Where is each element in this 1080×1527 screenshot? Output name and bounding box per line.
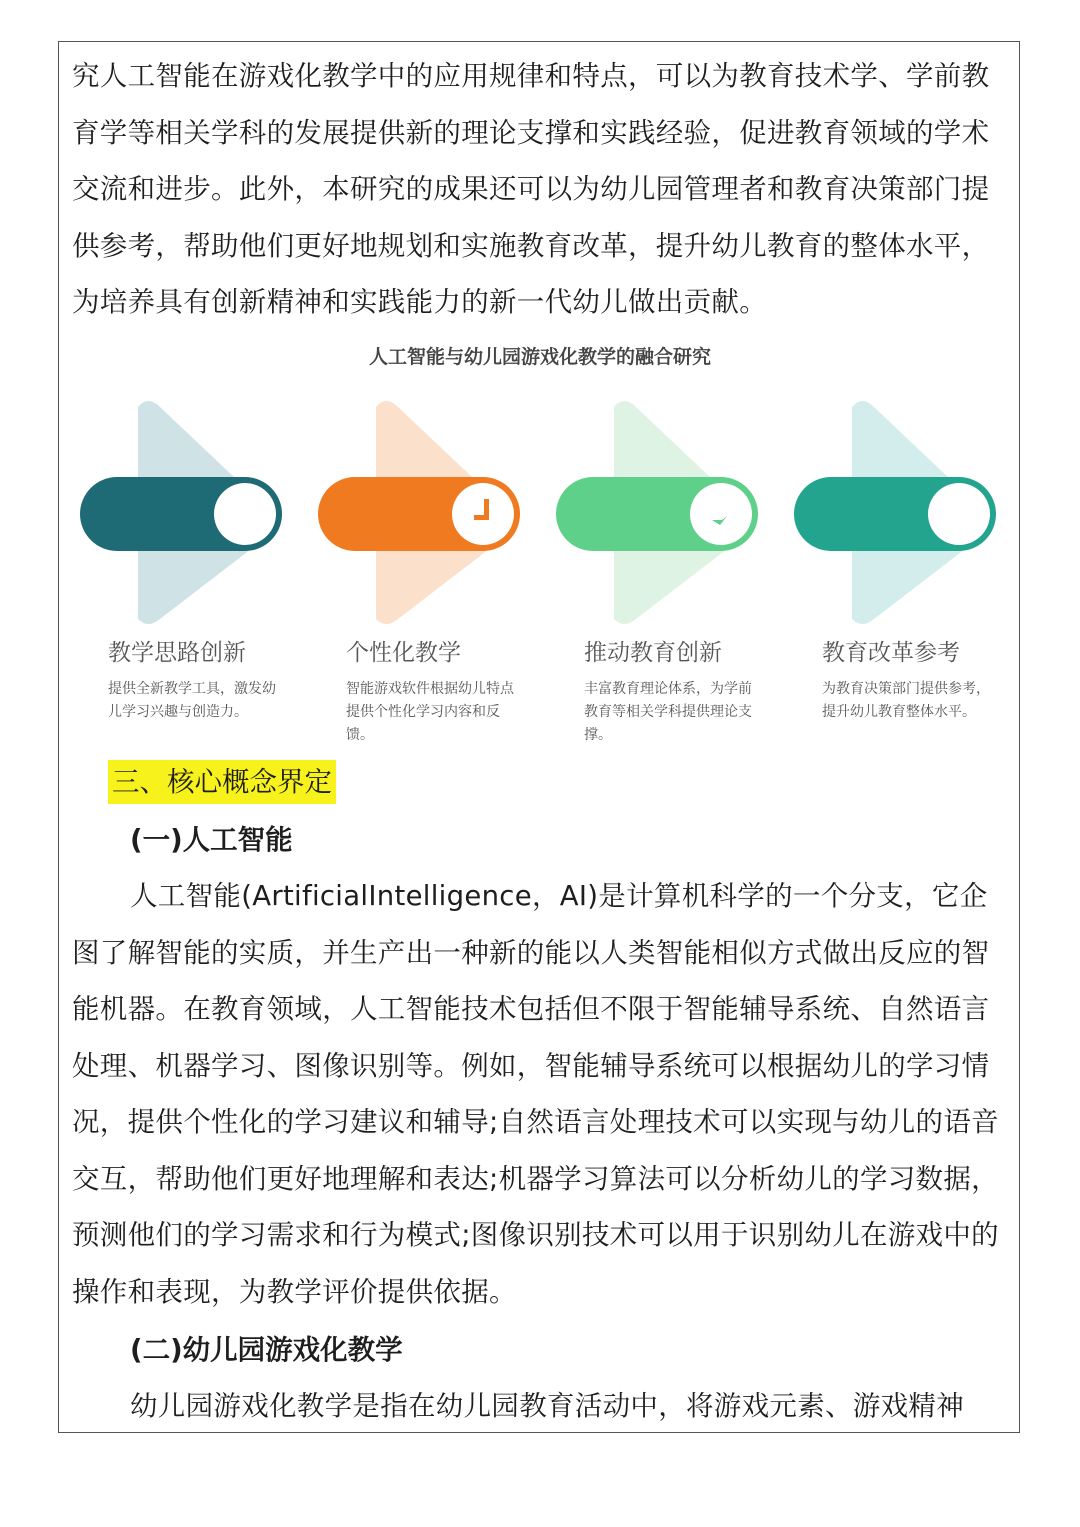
card-2-graphic <box>318 401 520 624</box>
card-4-graphic <box>794 401 996 624</box>
card-1-desc: 提供全新教学工具，激发幼儿学习兴趣与创造力。 <box>108 681 276 720</box>
card-3-desc: 丰富教育理论体系，为学前教育等相关学科提供理论支撑。 <box>584 681 752 743</box>
ai-paragraph: 人工智能(ArtificialIntelligence，AI)是计算机科学的一个分支，它企图了解智能的实质，并生产出一种新的能以人类智能相似方式做出反应的智能机器。在教育领域，人工智能技术包括但不限于智能辅导系统、自然语言处理、机器学习、图像识别等。例如，智能辅导系统可以根据幼儿的学习情况，提供个性化的学习建议和辅导;自然语言处理技术可以实现与幼儿的语音交互，帮助他们更好地理解和表达;机器学习算法可以分析幼儿的学习数据，预测他们的学习需求和行为模式;图像识别技术可以用于识别幼儿在游戏中的操作和表现，为教学评价提供依据。 <box>72 880 999 1308</box>
card-1-graphic <box>80 401 282 624</box>
card-1-title: 教学思路创新 <box>108 640 246 666</box>
card-2-knob <box>452 483 514 545</box>
infographic-graphic <box>60 395 1020 630</box>
section-heading: 三、核心概念界定 <box>108 760 336 804</box>
card-2-title: 个性化教学 <box>346 640 461 666</box>
card-2-desc: 智能游戏软件根据幼儿特点提供个性化学习内容和反馈。 <box>346 681 514 743</box>
card-3-title: 推动教育创新 <box>584 640 722 666</box>
subheading-ai: (一)人工智能 <box>130 824 293 856</box>
card-3-knob <box>690 483 752 545</box>
card-4-knob <box>928 483 990 545</box>
card-4-desc: 为教育决策部门提供参考，提升幼儿教育整体水平。 <box>822 681 990 720</box>
card-3-graphic <box>556 401 758 624</box>
card-4-title: 教育改革参考 <box>822 640 960 666</box>
intro-paragraph: 究人工智能在游戏化教学中的应用规律和特点，可以为教育技术学、学前教育学等相关学科的发展提供新的理论支撑和实践经验，促进教育领域的学术交流和进步。此外，本研究的成果还可以为幼儿园管理者和教育决策部门提供参考，帮助他们更好地规划和实施教育改革，提升幼儿教育的整体水平，为培养具有创新精神和实践能力的新一代幼儿做出贡献。 <box>72 60 990 318</box>
infographic-title: 人工智能与幼儿园游戏化教学的融合研究 <box>368 346 711 368</box>
card-1-knob <box>214 483 276 545</box>
subheading-game-teaching: (二)幼儿园游戏化教学 <box>130 1334 403 1366</box>
game-teaching-paragraph: 幼儿园游戏化教学是指在幼儿园教育活动中，将游戏元素、游戏精神 <box>130 1390 964 1422</box>
